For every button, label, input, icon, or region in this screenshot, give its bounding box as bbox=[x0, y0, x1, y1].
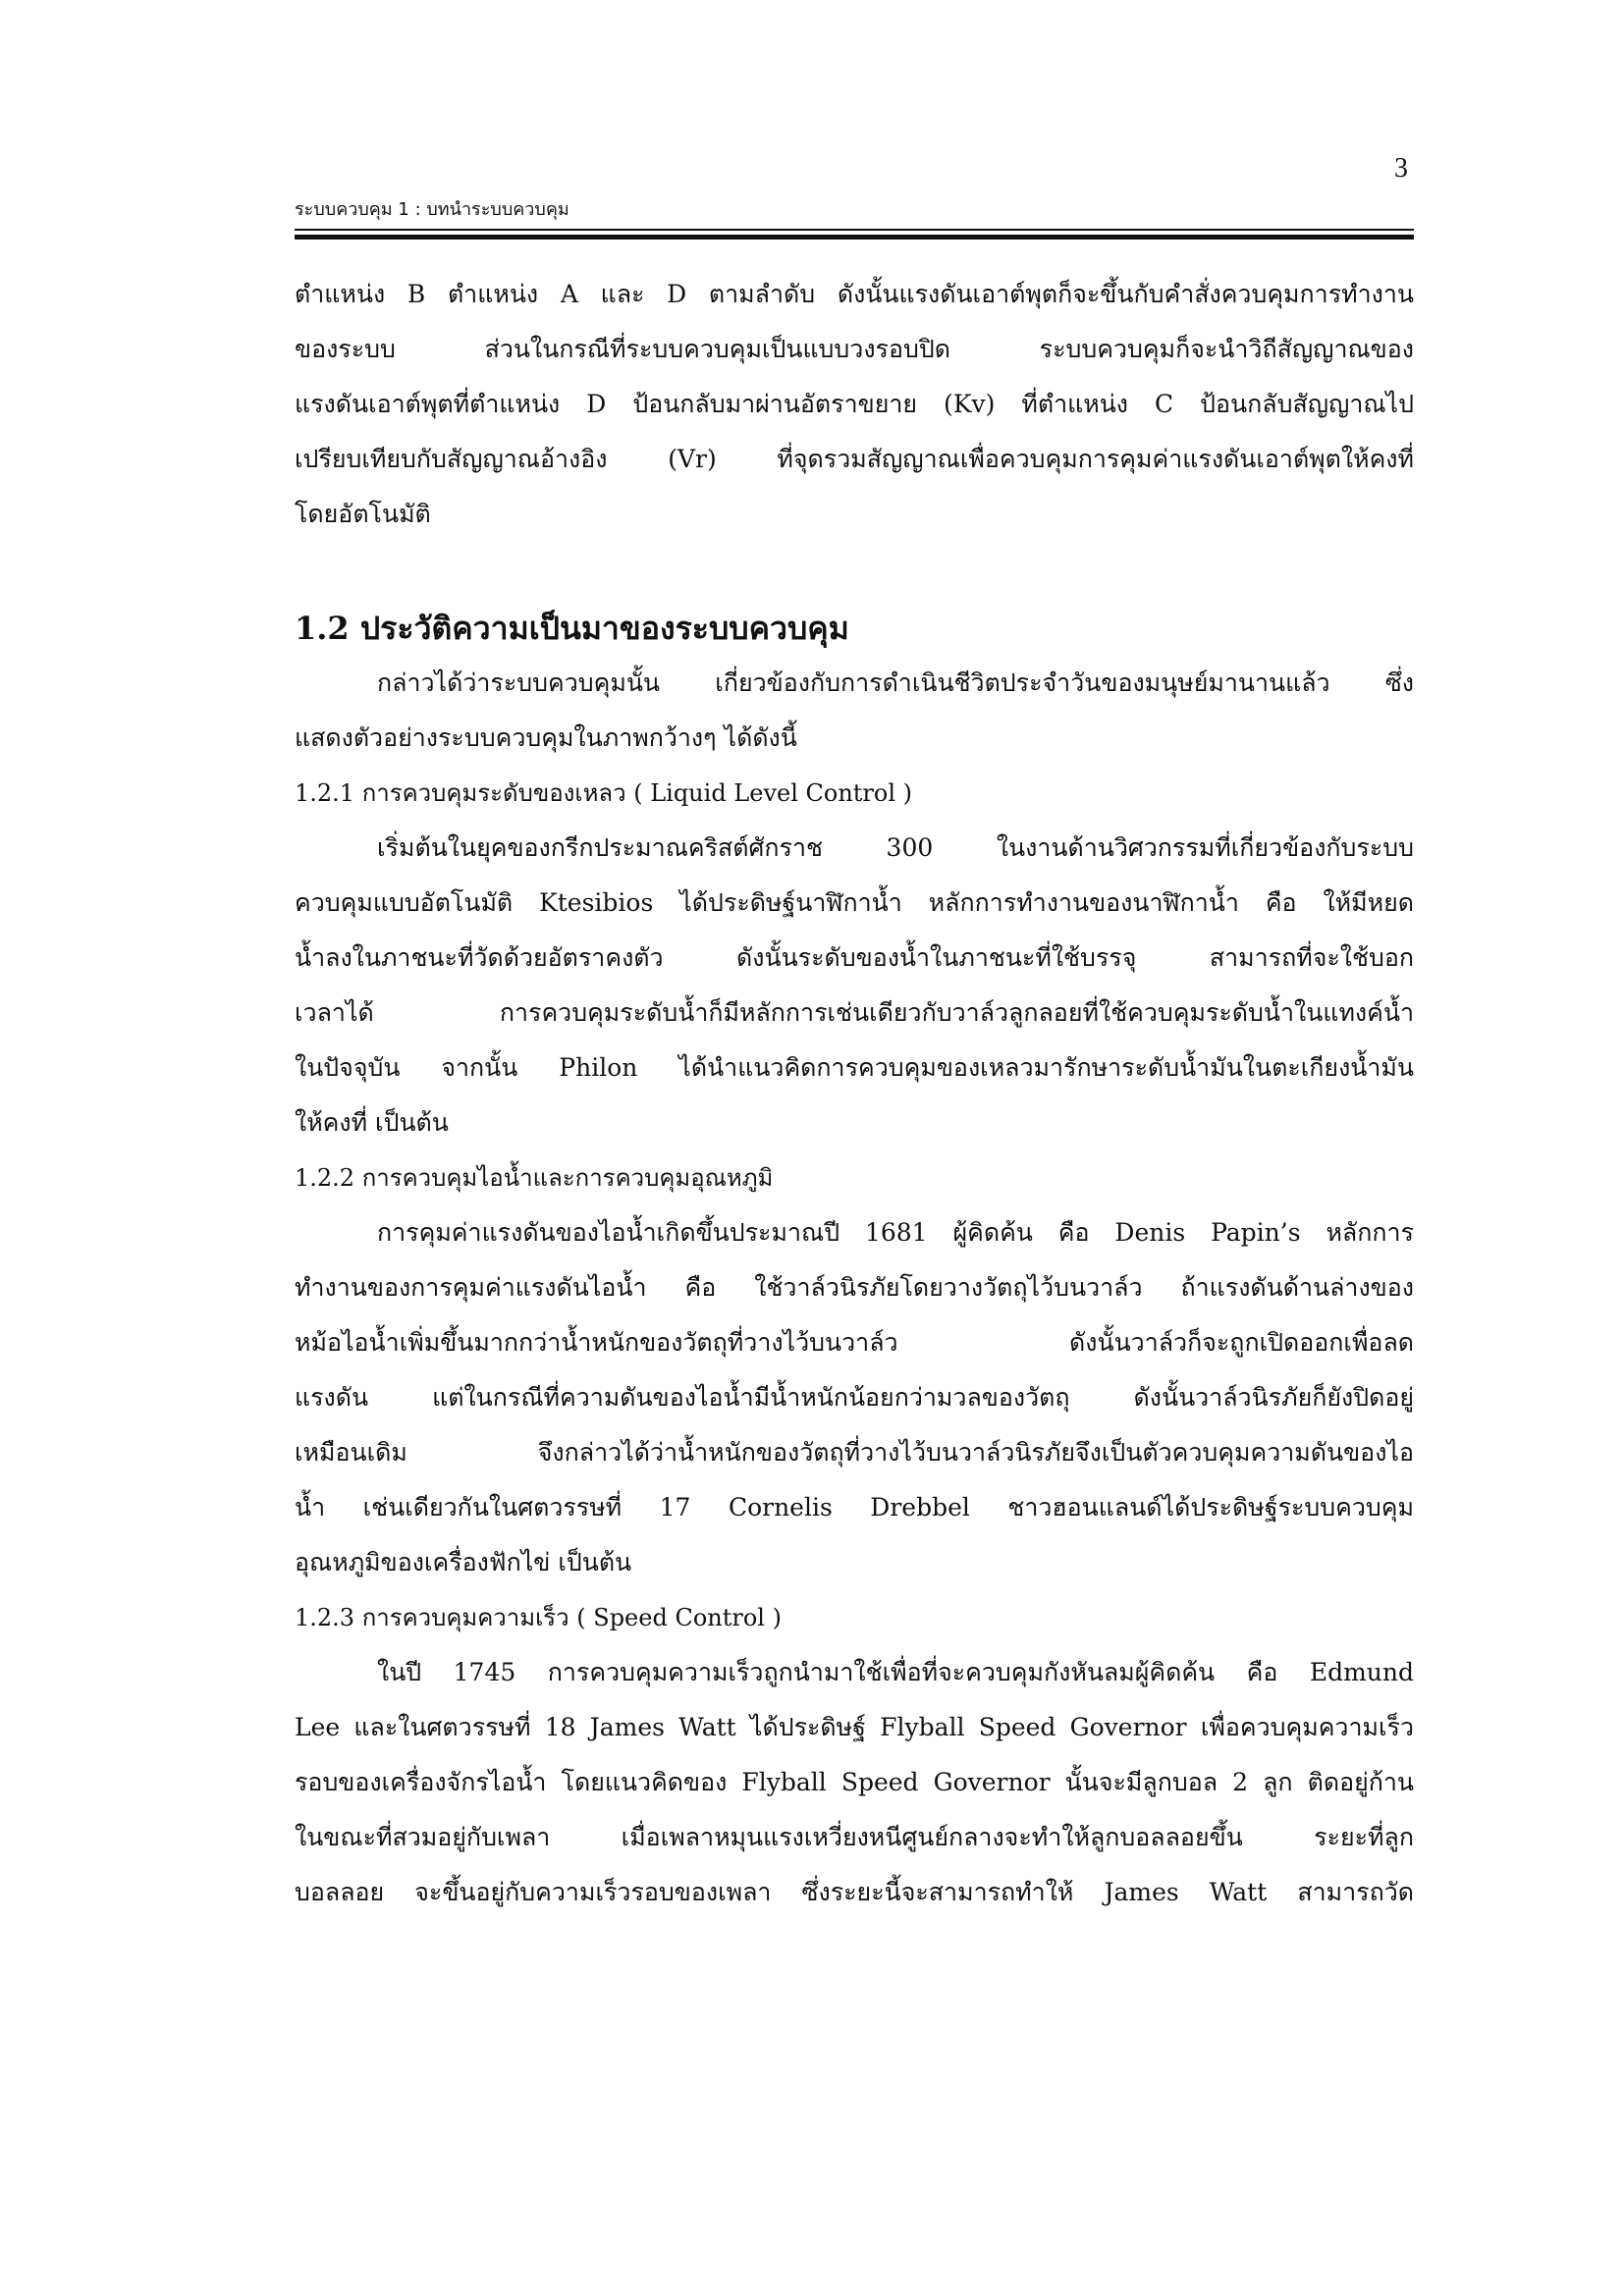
paragraph-line: เปรียบเทียบกับสัญญาณอ้างอิง (Vr) ที่จุดรวมสัญญาณเพื่อควบคุมการคุมค่าแรงดันเอาต์พุตให้คงที่ bbox=[295, 445, 1414, 473]
subsection-steam-temperature bbox=[295, 1150, 1414, 1590]
paragraph-line: แรงดัน แต่ในกรณีที่ความดันของไอน้ำมีน้ำหนักน้อยกว่ามวลของวัตถุ ดังนั้นวาล์วนิรภัยก็ยังปิดอยู่ bbox=[295, 1383, 1414, 1412]
subsection-heading: 1.2.3 การควบคุมความเร็ว ( Speed Control ) bbox=[295, 1604, 782, 1631]
paragraph-line: รอบของเครื่องจักรไอน้ำ โดยแนวคิดของ Flyball Speed Governor นั้นจะมีลูกบอล 2 ลูก ติดอยู่ก้าน bbox=[295, 1768, 1414, 1796]
page-number: 3 bbox=[1394, 153, 1408, 184]
paragraph-line: กล่าวได้ว่าระบบควบคุมนั้น เกี่ยวข้องกับการดำเนินชีวิตประจำวันของมนุษย์มานานแล้ว ซึ่ง bbox=[377, 668, 1414, 697]
paragraph-line: เริ่มต้นในยุคของกรีกประมาณคริสต์ศักราช 300 ในงานด้านวิศวกรรมที่เกี่ยวข้องกับระบบ bbox=[377, 833, 1414, 862]
subsection-liquid-level bbox=[295, 766, 1414, 1150]
header-rule bbox=[295, 229, 1414, 231]
header-rule-thick bbox=[295, 235, 1414, 240]
paragraph-line: ตำแหน่ง B ตำแหน่ง A และ D ตามลำดับ ดังนั้นแรงดันเอาต์พุตก็จะขึ้นกับคำสั่งควบคุมการทำงาน bbox=[295, 280, 1414, 308]
paragraph-line: ในขณะที่สวมอยู่กับเพลา เมื่อเพลาหมุนแรงเหวี่ยงหนีศูนย์กลางจะทำให้ลูกบอลลอยขึ้น ระยะที่ลูก bbox=[295, 1823, 1414, 1851]
paragraph-line: น้ำลงในภาชนะที่วัดด้วยอัตราคงตัว ดังนั้นระดับของน้ำในภาชนะที่ใช้บรรจุ สามารถที่จะใช้บอก bbox=[295, 943, 1414, 972]
paragraph-line: ของระบบ ส่วนในกรณีที่ระบบควบคุมเป็นแบบวงรอบปิด ระบบควบคุมก็จะนำวิถีสัญญาณของ bbox=[295, 335, 1414, 363]
running-header: ระบบควบคุม 1 : บทนำระบบควบคุม bbox=[295, 199, 569, 220]
section-heading: 1.2 ประวัติความเป็นมาของระบบควบคุม bbox=[295, 610, 849, 647]
paragraph-line: ในปัจจุบัน จากนั้น Philon ได้นำแนวคิดการควบคุมของเหลวมารักษาระดับน้ำมันในตะเกียงน้ำมัน bbox=[295, 1053, 1414, 1082]
paragraph-line: การคุมค่าแรงดันของไอน้ำเกิดขึ้นประมาณปี 1681 ผู้คิดค้น คือ Denis Papin’s หลักการ bbox=[377, 1218, 1414, 1247]
paragraph-line: น้ำ เช่นเดียวกันในศตวรรษที่ 17 Cornelis Drebbel ชาวฮอนแลนด์ได้ประดิษฐ์ระบบควบคุม bbox=[295, 1493, 1414, 1522]
paragraph-line: Lee และในศตวรรษที่ 18 James Watt ได้ประดิษฐ์ Flyball Speed Governor เพื่อควบคุมความเร็ว bbox=[295, 1713, 1414, 1741]
subsection-speed-control bbox=[295, 1590, 1414, 1920]
paragraph-line: เวลาได้ การควบคุมระดับน้ำก็มีหลักการเช่นเดียวกับวาล์วลูกลอยที่ใช้ควบคุมระดับน้ำในแทงค์น้ำ bbox=[295, 998, 1414, 1027]
paragraph-line: เหมือนเดิม จึงกล่าวได้ว่าน้ำหนักของวัตถุที่วางไว้บนวาล์วนิรภัยจึงเป็นตัวควบคุมความดันของไอ bbox=[295, 1438, 1414, 1467]
paragraph-line: หม้อไอน้ำเพิ่มขึ้นมากกว่าน้ำหนักของวัตถุที่วางไว้บนวาล์ว ดังนั้นวาล์วก็จะถูกเปิดออกเพื่อลด bbox=[295, 1328, 1414, 1357]
paragraph-line: โดยอัตโนมัติ bbox=[295, 500, 431, 528]
paragraph-line: ทำงานของการคุมค่าแรงดันไอน้ำ คือ ใช้วาล์วนิรภัยโดยวางวัตถุไว้บนวาล์ว ถ้าแรงดันด้านล่างของ bbox=[295, 1273, 1414, 1302]
intro-paragraph bbox=[295, 267, 1414, 542]
paragraph-line: ควบคุมแบบอัตโนมัติ Ktesibios ได้ประดิษฐ์นาฬิกาน้ำ หลักการทำงานของนาฬิกาน้ำ คือ ให้มีหยด bbox=[295, 888, 1414, 917]
paragraph-line: แรงดันเอาต์พุตที่ตำแหน่ง D ป้อนกลับมาผ่านอัตราขยาย (Kv) ที่ตำแหน่ง C ป้อนกลับสัญญาณไป bbox=[295, 390, 1414, 418]
paragraph-line: ให้คงที่ เป็นต้น bbox=[295, 1108, 449, 1137]
paragraph-line: แสดงตัวอย่างระบบควบคุมในภาพกว้างๆ ได้ดังนี้ bbox=[295, 723, 797, 752]
paragraph-line: อุณหภูมิของเครื่องฟักไข่ เป็นต้น bbox=[295, 1548, 632, 1576]
paragraph-line: ในปี 1745 การควบคุมความเร็วถูกนำมาใช้เพื่อที่จะควบคุมกังหันลมผู้คิดค้น คือ Edmund bbox=[377, 1658, 1414, 1686]
page-body bbox=[295, 267, 1414, 1920]
section-intro bbox=[295, 656, 1414, 766]
subsection-heading: 1.2.1 การควบคุมระดับของเหลว ( Liquid Level Control ) bbox=[295, 779, 913, 807]
subsection-heading: 1.2.2 การควบคุมไอน้ำและการควบคุมอุณหภูมิ bbox=[295, 1164, 774, 1192]
paragraph-line: บอลลอย จะขึ้นอยู่กับความเร็วรอบของเพลา ซึ่งระยะนี้จะสามารถทำให้ James Watt สามารถวัด bbox=[295, 1878, 1414, 1906]
